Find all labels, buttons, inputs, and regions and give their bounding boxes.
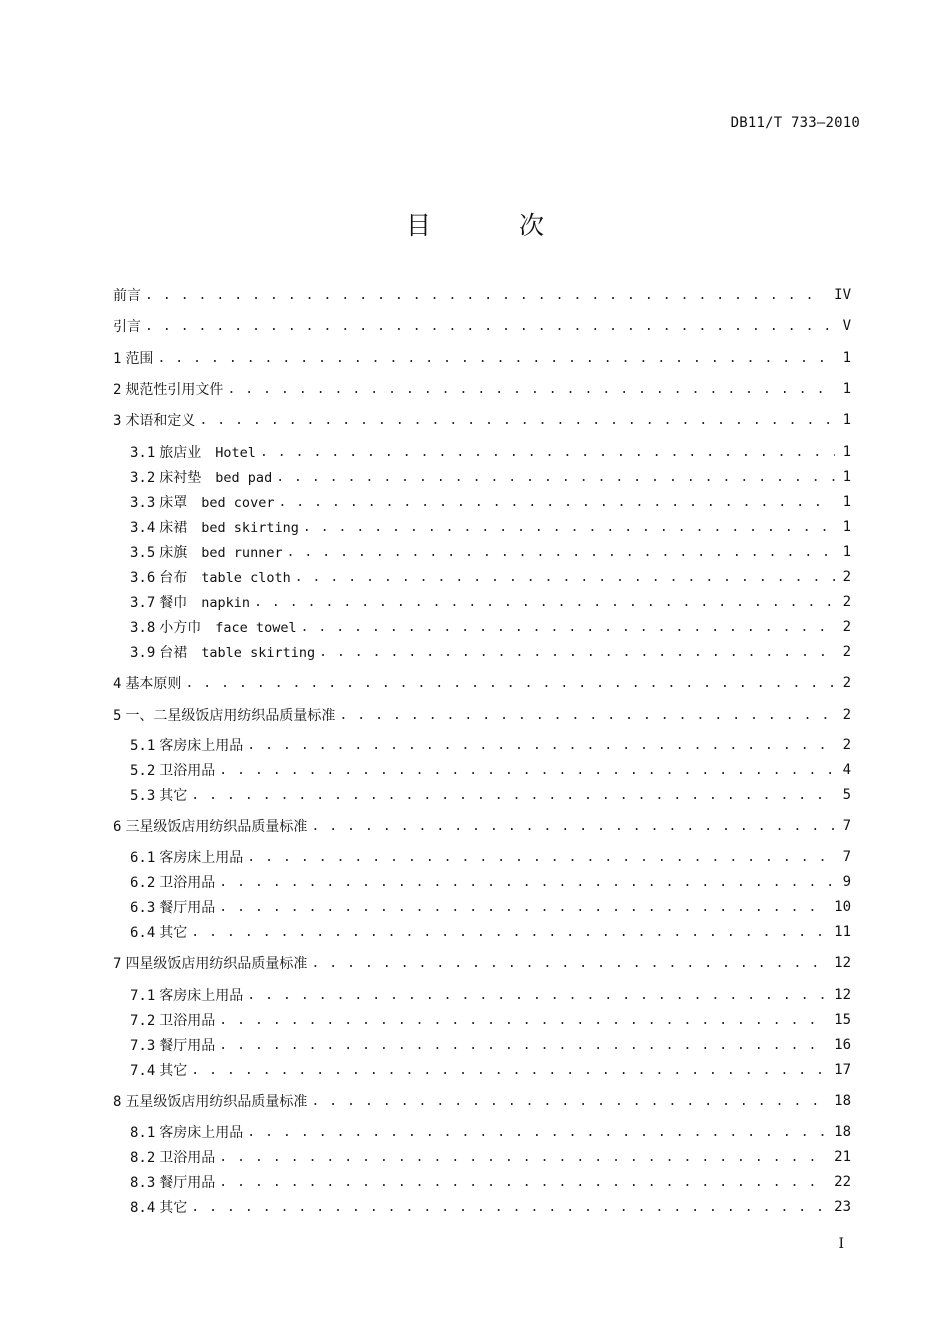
toc-entry-label (113, 410, 199, 430)
toc-entry-title: 卫浴用品 (159, 1013, 216, 1029)
toc-entry-number: 1 (113, 351, 122, 367)
toc-entry[interactable] (113, 284, 851, 306)
toc-entry-title: 术语和定义 (125, 413, 196, 429)
toc-entry[interactable] (113, 952, 851, 974)
dot-leader (145, 288, 826, 303)
toc-entry[interactable] (130, 541, 851, 563)
dot-leader (185, 676, 834, 691)
toc-entry-page: 18 (834, 1093, 851, 1109)
toc-entry-label (130, 1060, 191, 1080)
toc-entry-page: 15 (834, 1012, 851, 1028)
toc-entry-english-term: Hotel (215, 445, 256, 461)
toc-entry[interactable] (113, 704, 851, 726)
toc-entry-number: 6.2 (130, 875, 156, 891)
toc-entry[interactable] (130, 984, 851, 1006)
toc-entry-title: 卫浴用品 (159, 763, 216, 779)
dot-leader (339, 708, 834, 723)
dot-leader (278, 495, 834, 510)
toc-entry[interactable] (130, 1121, 851, 1143)
dot-leader (219, 1038, 826, 1053)
toc-entry-english-term: table cloth (201, 570, 291, 586)
toc-entry-title: 客房床上用品 (159, 738, 244, 754)
toc-entry-number: 3.8 (130, 620, 156, 636)
toc-entry-title: 五星级饭店用纺织品质量标准 (125, 1094, 308, 1110)
toc-entry-label (130, 1035, 219, 1055)
toc-entry-label (130, 642, 319, 662)
toc-entry-english-term: bed runner (201, 545, 283, 561)
toc-entry-number: 7.3 (130, 1038, 156, 1054)
toc-entry-title: 引言 (113, 319, 141, 335)
toc-entry-number: 3.6 (130, 570, 156, 586)
dot-leader (199, 413, 834, 428)
toc-entry[interactable] (130, 566, 851, 588)
toc-entry[interactable] (130, 616, 851, 638)
toc-entry-title: 台裙 (159, 645, 188, 661)
toc-entry-title: 一、二星级饭店用纺织品质量标准 (125, 708, 336, 724)
toc-entry-page: 2 (842, 737, 851, 753)
dot-leader (319, 645, 834, 660)
toc-entry[interactable] (130, 1196, 851, 1218)
toc-entry-page: 2 (842, 594, 851, 610)
page-title: 目 次 (406, 211, 584, 240)
toc-entry[interactable] (130, 734, 851, 756)
toc-entry-page: 1 (842, 469, 851, 485)
toc-entry-label (130, 467, 276, 487)
dot-leader (219, 1150, 826, 1165)
toc-entry-number: 3.4 (130, 520, 156, 536)
toc-entry[interactable] (130, 921, 851, 943)
dot-leader (145, 319, 835, 334)
toc-entry[interactable] (130, 1009, 851, 1031)
toc-entry-number: 7 (113, 956, 122, 972)
toc-entry-title: 其它 (159, 1200, 188, 1216)
toc-entry[interactable] (130, 591, 851, 613)
dot-leader (219, 1013, 826, 1028)
toc-entry-page: IV (834, 287, 851, 303)
dot-leader (219, 763, 834, 778)
toc-entry-page: 16 (834, 1037, 851, 1053)
dot-leader (191, 1063, 826, 1078)
toc-entry[interactable] (130, 466, 851, 488)
toc-entry-label (130, 592, 254, 612)
toc-entry-title: 其它 (159, 925, 188, 941)
toc-entry-label (130, 785, 191, 805)
toc-entry-number: 7.2 (130, 1013, 156, 1029)
toc-entry-page: 2 (842, 619, 851, 635)
toc-entry-label (130, 1172, 219, 1192)
toc-entry-label (113, 673, 185, 693)
toc-entry-page: 1 (842, 494, 851, 510)
toc-entry[interactable] (130, 516, 851, 538)
toc-entry-label (130, 442, 260, 462)
toc-entry-title: 床罩 (159, 495, 188, 511)
toc-entry-title: 客房床上用品 (159, 988, 244, 1004)
toc-entry-label (130, 985, 247, 1005)
toc-entry-label (130, 1122, 247, 1142)
toc-entry-title: 客房床上用品 (159, 850, 244, 866)
dot-leader (191, 925, 826, 940)
toc-entry-page: 23 (834, 1199, 851, 1215)
toc-entry-title: 范围 (125, 351, 154, 367)
toc-entry-page: V (842, 318, 851, 334)
toc-entry-label (130, 735, 247, 755)
toc-entry-number: 3.7 (130, 595, 156, 611)
toc-entry-title: 旅店业 (159, 445, 202, 461)
toc-entry-title: 其它 (159, 788, 188, 804)
toc-entry-label (130, 872, 219, 892)
toc-entry-number: 5.1 (130, 738, 156, 754)
toc-entry-title: 餐厅用品 (159, 1038, 216, 1054)
toc-entry-page: 10 (834, 899, 851, 915)
toc-entry-label (130, 1147, 219, 1167)
toc-entry-number: 6.3 (130, 900, 156, 916)
dot-leader (227, 382, 834, 397)
toc-entry-title: 小方巾 (159, 620, 202, 636)
toc-entry-page: 17 (834, 1062, 851, 1078)
toc-entry-page: 12 (834, 955, 851, 971)
toc-entry-number: 3.5 (130, 545, 156, 561)
toc-entry[interactable] (130, 641, 851, 663)
toc-entry-title: 餐厅用品 (159, 1175, 216, 1191)
toc-entry-title: 床旗 (159, 545, 188, 561)
toc-entry-number: 3.2 (130, 470, 156, 486)
toc-entry-label (113, 816, 311, 836)
toc-entry-title: 规范性引用文件 (125, 382, 224, 398)
toc-entry-title: 床衬垫 (159, 470, 202, 486)
toc-entry-page: 2 (842, 644, 851, 660)
toc-entry-title: 卫浴用品 (159, 875, 216, 891)
toc-entry-page: 7 (842, 818, 851, 834)
toc-entry-page: 5 (842, 787, 851, 803)
toc-entry-page: 11 (834, 924, 851, 940)
toc-entry-number: 3.9 (130, 645, 156, 661)
dot-leader (247, 738, 834, 753)
toc-entry-number: 3.3 (130, 495, 156, 511)
dot-leader (311, 819, 834, 834)
toc-entry-title: 客房床上用品 (159, 1125, 244, 1141)
toc-entry-page: 1 (842, 544, 851, 560)
toc-entry-page: 9 (842, 874, 851, 890)
dot-leader (295, 570, 835, 585)
toc-entry-english-term: napkin (201, 595, 251, 611)
toc-entry-page: 4 (842, 762, 851, 778)
toc-entry-label (130, 567, 295, 587)
dot-leader (219, 900, 826, 915)
toc-entry-label (113, 1091, 311, 1111)
toc-entry-title: 基本原则 (125, 676, 182, 692)
toc-entry-title: 其它 (159, 1063, 188, 1079)
dot-leader (287, 545, 835, 560)
toc-entry-number: 3.1 (130, 445, 156, 461)
toc-entry-title: 前言 (113, 288, 141, 304)
toc-entry[interactable] (130, 846, 851, 868)
dot-leader (191, 788, 834, 803)
toc-entry-title: 餐厅用品 (159, 900, 216, 916)
toc-entry-label (113, 953, 311, 973)
toc-entry-page: 18 (834, 1124, 851, 1140)
toc-entry[interactable] (130, 1171, 851, 1193)
dot-leader (311, 1094, 826, 1109)
dot-leader (303, 520, 835, 535)
toc-entry[interactable] (113, 409, 851, 431)
toc-entry-number: 7.4 (130, 1063, 156, 1079)
toc-entry-english-term: bed pad (215, 470, 273, 486)
dot-leader (311, 956, 826, 971)
dot-leader (157, 351, 834, 366)
dot-leader (191, 1200, 826, 1215)
dot-leader (247, 1125, 826, 1140)
dot-leader (260, 445, 835, 460)
toc-entry-title: 床裙 (159, 520, 188, 536)
toc-entry-label (130, 897, 219, 917)
toc-entry-number: 6.1 (130, 850, 156, 866)
toc-entry-number: 6.4 (130, 925, 156, 941)
toc-entry-title: 四星级饭店用纺织品质量标准 (125, 956, 308, 972)
toc-entry-number: 6 (113, 819, 122, 835)
toc-entry-label (130, 617, 301, 637)
toc-entry-number: 8.4 (130, 1200, 156, 1216)
toc-entry-page: 2 (842, 569, 851, 585)
toc-entry-label (130, 922, 191, 942)
dot-leader (247, 850, 834, 865)
toc-entry-page: 1 (842, 444, 851, 460)
dot-leader (219, 1175, 826, 1190)
toc-entry[interactable] (130, 441, 851, 463)
toc-entry[interactable] (130, 1059, 851, 1081)
toc-entry-title: 台布 (159, 570, 188, 586)
toc-entry-label (130, 517, 303, 537)
toc-entry-page: 12 (834, 987, 851, 1003)
toc-entry[interactable] (113, 1090, 851, 1112)
toc-entry-page: 7 (842, 849, 851, 865)
toc-entry[interactable] (113, 672, 851, 694)
document-id: DB11/T 733—2010 (730, 115, 860, 131)
toc-entry-number: 5 (113, 708, 122, 724)
toc-entry-label (130, 847, 247, 867)
toc-entry-number: 5.3 (130, 788, 156, 804)
toc-entry-number: 8.2 (130, 1150, 156, 1166)
toc-entry-label (113, 705, 339, 725)
toc-entry-label (113, 379, 227, 399)
toc-entry[interactable] (113, 378, 851, 400)
toc-entry[interactable] (130, 896, 851, 918)
toc-entry-label (130, 1197, 191, 1217)
toc-entry[interactable] (130, 759, 851, 781)
toc-entry-title: 三星级饭店用纺织品质量标准 (125, 819, 308, 835)
toc-entry[interactable] (130, 491, 851, 513)
toc-entry-label (113, 348, 157, 368)
toc-entry-label (113, 316, 145, 336)
toc-entry[interactable] (130, 784, 851, 806)
toc-entry-label (130, 1010, 219, 1030)
toc-entry-label (130, 542, 287, 562)
dot-leader (276, 470, 834, 485)
toc-entry-title: 卫浴用品 (159, 1150, 216, 1166)
toc-entry-label (113, 285, 145, 305)
toc-entry-page: 2 (842, 675, 851, 691)
toc-entry-english-term: table skirting (201, 645, 316, 661)
toc-entry-number: 3 (113, 413, 122, 429)
toc-entry-page: 21 (834, 1149, 851, 1165)
toc-entry-number: 4 (113, 676, 122, 692)
toc-entry-number: 8 (113, 1094, 122, 1110)
toc-entry[interactable] (130, 871, 851, 893)
toc-entry-english-term: bed skirting (201, 520, 299, 536)
toc-entry-number: 8.3 (130, 1175, 156, 1191)
toc-entry-label (130, 492, 278, 512)
toc-entry[interactable] (130, 1034, 851, 1056)
toc-entry-page: 2 (842, 707, 851, 723)
toc-entry-page: 1 (842, 412, 851, 428)
toc-entry-number: 7.1 (130, 988, 156, 1004)
toc-entry[interactable] (113, 315, 851, 337)
toc-entry-page: 1 (842, 350, 851, 366)
toc-entry-english-term: bed cover (201, 495, 275, 511)
page-number: I (838, 1236, 844, 1252)
toc-entry-page: 1 (842, 381, 851, 397)
toc-entry-number: 8.1 (130, 1125, 156, 1141)
toc-entry-page: 1 (842, 519, 851, 535)
toc-entry-number: 2 (113, 382, 122, 398)
dot-leader (247, 988, 826, 1003)
dot-leader (219, 875, 834, 890)
dot-leader (301, 620, 835, 635)
toc-entry-number: 5.2 (130, 763, 156, 779)
toc-entry[interactable] (130, 1146, 851, 1168)
toc-entry-title: 餐巾 (159, 595, 188, 611)
toc-entry-page: 22 (834, 1174, 851, 1190)
toc-entry[interactable] (113, 347, 851, 369)
toc-entry-english-term: face towel (215, 620, 297, 636)
toc-entry[interactable] (113, 815, 851, 837)
dot-leader (254, 595, 834, 610)
toc-entry-label (130, 760, 219, 780)
